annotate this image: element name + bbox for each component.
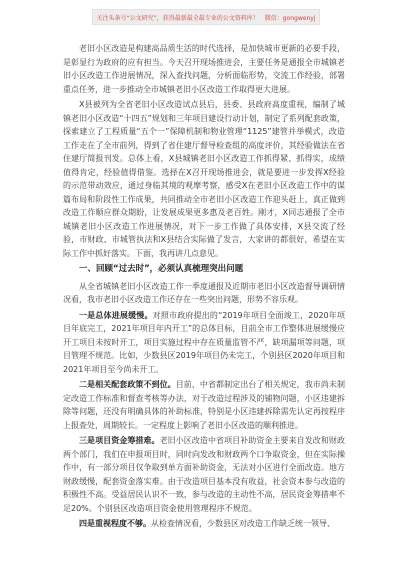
point-1 xyxy=(63,309,345,377)
banner-wechat: 微信：gongwenyj xyxy=(264,14,316,22)
document-body xyxy=(63,42,345,531)
section-heading-1: 一、回顾“过去时”，必须认真梳理突出问题 xyxy=(79,264,244,274)
section-intro: 从全省城镇老旧小区改造工作一季度通报及近期市老旧小区改造督导调研情况看，我市老旧小区改造工作还存在一些突出问题，形势不容乐观。 xyxy=(63,281,345,304)
point-4-text: 从检查情况看，少数县区对改造工作缺乏统一领导、 xyxy=(151,519,335,528)
point-3 xyxy=(63,434,345,515)
point-4-lead: 四是重视程度不够。 xyxy=(79,519,151,528)
point-1-text: 对照市政府提出的“2019年项目全面竣工，2020年项目年底完工，2021年项目年内开工”的总体目标，目前全市工作整体进展缓慢应开工项目未按时开工，项目实施过程中存在质量监管不严，缺项漏项等问题，项目管理不规范。比如，少数县区2019年项目仍未完工，个别县区2020年项目和2021年项目至今尚未开工。 xyxy=(63,310,345,374)
paragraph-county-experience: X县被列为全省老旧小区改造试点县后，县委、县政府高度重视，编制了城镇老旧小区改造“十四五”规划和三年项目建设行动计划，制定了系列配套政策，探索建立了工程质量“五个一”保障机制和物业管理“1125”建管并举模式，改造工作走在了全市前列，得到了省住建厅督导检查组的高度评价，其经验做法在省住建厅简报刊发。总体上看，X县城镇老旧小区改造工作抓得紧、抓得实，成绩值得肯定，经验值得借鉴。选择在X召开现场推进会，就是要进一步发挥X经验的示范带动效应，通过身临其境的观摩考察，感受X在老旧小区改造工作中的谋篇布局和阶段性工作成果，共同推动全市老旧小区改造工作迎头赶上，真正做到改造工作顺应群众期盼，让发展成果更多惠及老百姓。刚才，X同志通报了全市城镇老旧小区改造工作进展情况，对下一步工作做了具体安排，X县交流了经验，市财政、市城管执法和X县结合实际做了发言，大家讲的都很好，希望在实际工作中抓好落实。下面，我再讲几点意见。 xyxy=(63,100,345,258)
banner-text: 关注头条号“公文研究”，获得最新最全最专业的公文资料库！ xyxy=(96,14,259,22)
point-3-lead: 三是项目资金筹措难。 xyxy=(79,436,160,445)
point-2 xyxy=(63,378,345,432)
paragraph-intro: 老旧小区改造是构建高品质生活的时代选择，是加快城市更新的必要手段，是彰显行为政府的应有担当。今天召开现场推进会，主要任务是通报全市城镇老旧小区改造工作进展情况，深入查找问题，分析面临形势，交流工作经验，部署重点任务，进一步推动全市城镇老旧小区改造工作取得更大进展。 xyxy=(63,44,345,94)
point-2-text: 目前，中省都制定出台了相关规定，我市尚未制定改造工作标准和督查考核等办法，对于改造过程涉及的铺物问题，小区违建拆除等问题，还没有明确具体的补助标准，特别是小区违建拆除需先认定再按程序上报查处，周期较长。一定程度上影响了老旧小区改造的顺利推进。 xyxy=(63,380,345,430)
point-2-lead: 二是相关配套政策不到位。 xyxy=(79,380,176,389)
point-1-lead: 一是总体进展缓慢。 xyxy=(79,310,153,320)
point-4 xyxy=(63,517,345,531)
promo-banner[interactable] xyxy=(92,9,320,25)
point-3-text: 老旧小区改造中省项目补助资金主要来自发改和财政两个部门，我们在申报项目时，同时向发改和财政两个口争取资金，但在实际操作中，有一部分项目仅争取到单方面补助资金，无法对小区进行全面改造。地方财政缓慢，配套资金落实难。由于改造项目基本没有收益，社会资本参与改造的积极性不高。受益居民认识不一致，参与改造的主动性不高，居民资金筹措率不足20%。个别县区改造项目资金使用管理程序不规范。 xyxy=(63,436,345,513)
